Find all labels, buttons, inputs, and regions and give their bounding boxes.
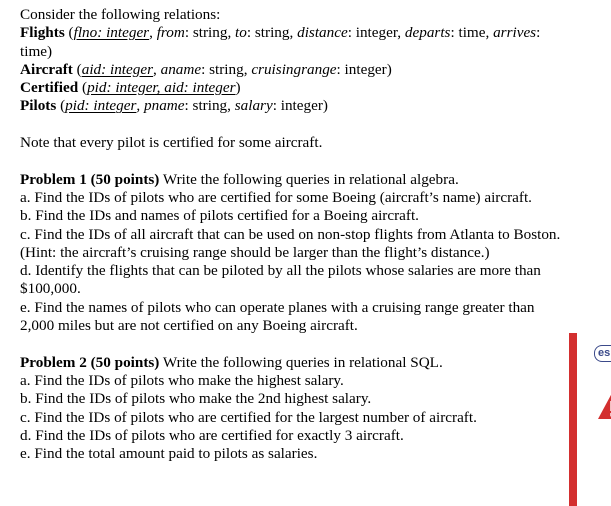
problem1-desc: Write the following queries in relational algebra. xyxy=(159,170,459,188)
problem2-item: b. Find the IDs of pilots who make the 2nd highest salary. xyxy=(20,390,372,408)
attr-type: : time, xyxy=(450,24,494,42)
attr-pid-aid: pid: integer, aid: integer xyxy=(87,79,236,97)
problem2-desc: Write the following queries in relational SQL. xyxy=(159,353,443,371)
side-accent-bar xyxy=(569,333,577,506)
relation-flights-cont: time) xyxy=(20,42,53,60)
problem1-item: d. Identify the flights that can be piloted by all the pilots whose salaries are more than xyxy=(20,262,541,280)
attr-type: : string, xyxy=(184,24,236,42)
attr-aname: aname xyxy=(160,60,202,78)
relation-name: Aircraft xyxy=(20,60,73,78)
problem2-item: a. Find the IDs of pilots who make the highest salary. xyxy=(20,371,344,389)
problem1-item: $100,000. xyxy=(20,280,81,298)
attr-type: : string, xyxy=(184,97,235,115)
attr-to: to xyxy=(235,24,247,42)
attr-flno: flno: integer xyxy=(73,24,150,42)
attr-type: : string, xyxy=(246,24,298,42)
problem1-item: 2,000 miles but are not certified on any Boeing aircraft. xyxy=(20,317,358,335)
relations-intro: Consider the following relations: xyxy=(20,6,221,23)
relation-name: Pilots xyxy=(20,97,57,115)
problem2-item: c. Find the IDs of pilots who are certified for the largest number of aircraft. xyxy=(20,408,477,426)
problem1-title: Problem 1 (50 points) xyxy=(20,170,160,188)
side-badge[interactable]: es xyxy=(594,345,611,362)
attr-aid: aid: integer xyxy=(81,60,153,78)
relation-name: Flights xyxy=(20,24,65,42)
attr-cruisingrange: cruisingrange xyxy=(251,60,337,78)
attr-departs: departs xyxy=(404,24,451,42)
problem2-heading xyxy=(20,354,596,372)
problem2-title: Problem 2 (50 points) xyxy=(20,353,160,371)
problem2-item: e. Find the total amount paid to pilots as salaries. xyxy=(20,445,318,463)
relation-certified: Certified (pid: integer, aid: integer) xyxy=(20,79,241,97)
problem1-item: c. Find the IDs of all aircraft that can be used on non-stop flights from Atlanta to Boston. xyxy=(20,225,561,243)
problem1-item: (Hint: the aircraft’s cruising range should be larger than the flight’s distance.) xyxy=(20,243,490,261)
side-panel xyxy=(577,333,611,506)
attr-salary: salary xyxy=(234,97,273,115)
attr-type: : integer) xyxy=(272,97,328,115)
attr-type: : xyxy=(536,24,541,42)
attr-type: : string, xyxy=(201,60,252,78)
problem1-item: e. Find the names of pilots who can operate planes with a cruising range greater than xyxy=(20,298,535,316)
relation-name: Certified xyxy=(20,79,79,97)
problem1-item: b. Find the IDs and names of pilots certified for a Boeing aircraft. xyxy=(20,207,419,225)
relation-aircraft: Aircraft (aid: integer, aname: string, cruisingrange: integer) xyxy=(20,60,392,78)
warning-icon xyxy=(597,392,611,420)
document-body xyxy=(20,6,596,463)
attr-pname: pname xyxy=(144,97,185,115)
problem2-item: d. Find the IDs of pilots who are certified for exactly 3 aircraft. xyxy=(20,426,404,444)
attr-type: : integer, xyxy=(347,24,405,42)
relation-pilots: Pilots (pid: integer, pname: string, salary: integer) xyxy=(20,97,328,115)
attr-arrives: arrives xyxy=(493,24,537,42)
attr-type: : integer) xyxy=(336,60,392,78)
attr-from: from xyxy=(156,24,185,42)
problem1-item: a. Find the IDs of pilots who are certified for some Boeing (aircraft’s name) aircraft. xyxy=(20,188,532,206)
attr-pid: pid: integer xyxy=(65,97,137,115)
problem1-heading xyxy=(20,171,596,189)
note: Note that every pilot is certified for some aircraft. xyxy=(20,134,323,152)
attr-distance: distance xyxy=(297,24,348,42)
relation-flights: Flights (flno: integer, from: string, to: string, distance: integer, departs: time, arrives: xyxy=(20,24,541,42)
